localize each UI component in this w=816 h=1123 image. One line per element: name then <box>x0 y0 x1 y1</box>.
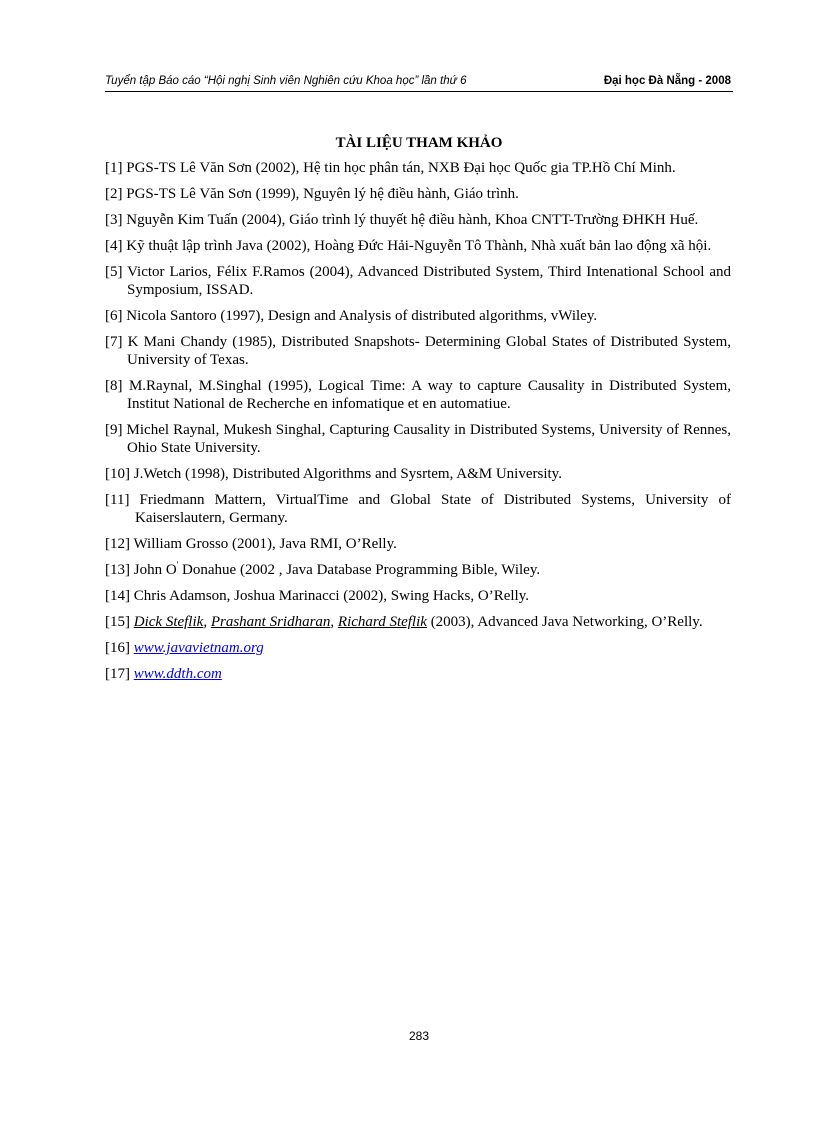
link-ddth[interactable]: www.ddth.com <box>133 666 222 682</box>
reference-number: [14] <box>105 588 130 604</box>
running-header <box>105 72 733 92</box>
reference-text: Nicola Santoro (1997), Design and Analysis of distributed algorithms, vWiley. <box>126 308 598 324</box>
reference-text: Victor Larios, Félix F.Ramos (2004), Advanced Distributed System, Third Intenational School and Symposium, ISSAD. <box>127 264 731 298</box>
link-javavietnam[interactable]: www.javavietnam.org <box>133 640 264 656</box>
reference-number: [17] <box>105 666 130 682</box>
reference-text-after: Donahue (2002 , Java Database Programming Bible, Wiley. <box>178 562 541 578</box>
reference-text: Kỹ thuật lập trình Java (2002), Hoàng Đức Hải-Nguyễn Tô Thành, Nhà xuất bản lao động xã hội. <box>126 238 712 254</box>
reference-number: [13] <box>105 562 130 578</box>
reference-item-3 <box>105 211 731 229</box>
reference-item-7 <box>105 333 731 369</box>
reference-number: [11] <box>105 492 130 508</box>
reference-number: [2] <box>105 186 123 202</box>
reference-number: [7] <box>105 334 123 350</box>
reference-item-10 <box>105 465 731 483</box>
reference-number: [3] <box>105 212 123 228</box>
reference-number: [15] <box>105 614 130 630</box>
reference-number: [1] <box>105 160 123 176</box>
reference-item-15 <box>105 613 731 631</box>
references-heading: TÀI LIỆU THAM KHẢO <box>335 135 503 151</box>
reference-number: [6] <box>105 308 123 324</box>
reference-text: Chris Adamson, Joshua Marinacci (2002), Swing Hacks, O’Relly. <box>133 588 529 604</box>
reference-text: Michel Raynal, Mukesh Singhal, Capturing Causality in Distributed Systems, University of Rennes, Ohio State University. <box>126 422 731 456</box>
reference-number: [10] <box>105 466 130 482</box>
reference-number: [12] <box>105 536 130 552</box>
author-separator: , <box>203 614 211 630</box>
reference-number: [4] <box>105 238 123 254</box>
reference-text-after: (2003), Advanced Java Networking, O’Relly. <box>426 614 703 630</box>
reference-item-17 <box>105 665 731 683</box>
reference-item-16 <box>105 639 731 657</box>
reference-number: [9] <box>105 422 123 438</box>
reference-item-1 <box>105 159 731 177</box>
author-separator: , <box>330 614 338 630</box>
reference-text: Friedmann Mattern, VirtualTime and Global State of Distributed Systems, University of Kaiserslautern, Germany. <box>135 492 731 526</box>
reference-number: [5] <box>105 264 123 280</box>
reference-item-9 <box>105 421 731 457</box>
reference-text: K Mani Chandy (1985), Distributed Snapshots- Determining Global States of Distributed System, University of Texas. <box>127 334 732 368</box>
reference-text: PGS-TS Lê Văn Sơn (1999), Nguyên lý hệ điều hành, Giáo trình. <box>126 186 519 202</box>
author-link-dick-steflik[interactable]: Dick Steflik <box>133 614 204 630</box>
reference-number: [16] <box>105 640 130 656</box>
reference-text: Nguyễn Kim Tuấn (2004), Giáo trình lý thuyết hệ điều hành, Khoa CNTT-Trường ĐHKH Huế. <box>126 212 699 228</box>
reference-item-12 <box>105 535 731 553</box>
reference-item-14 <box>105 587 731 605</box>
reference-item-11 <box>105 491 731 527</box>
reference-item-13 <box>105 561 731 579</box>
reference-number: [8] <box>105 378 123 394</box>
reference-text: M.Raynal, M.Singhal (1995), Logical Time: A way to capture Causality in Distributed System, Institut National de Recherche en infomatique et en automatiue. <box>127 378 732 412</box>
header-university: Đại học Đà Nẵng - 2008 <box>603 75 731 87</box>
author-link-richard-steflik[interactable]: Richard Steflik <box>337 614 427 630</box>
reference-superscript: ' <box>176 560 179 570</box>
reference-item-2 <box>105 185 731 203</box>
header-conference-title: Tuyển tập Báo cáo “Hội nghị Sinh viên Nghiên cứu Khoa học” lần thứ 6 <box>105 75 467 87</box>
reference-item-6 <box>105 307 731 325</box>
reference-text: William Grosso (2001), Java RMI, O’Relly. <box>133 536 397 552</box>
page-number: 283 <box>408 1029 430 1043</box>
reference-item-4 <box>105 237 731 255</box>
reference-text: J.Wetch (1998), Distributed Algorithms and Sysrtem, A&M University. <box>133 466 562 482</box>
reference-item-8 <box>105 377 731 413</box>
reference-list <box>105 159 731 691</box>
author-link-prashant-sridharan[interactable]: Prashant Sridharan <box>210 614 331 630</box>
reference-text: PGS-TS Lê Văn Sơn (2002), Hệ tin học phân tán, NXB Đại học Quốc gia TP.Hồ Chí Minh. <box>126 160 676 176</box>
reference-text-before: John O <box>133 562 177 578</box>
reference-item-5 <box>105 263 731 299</box>
